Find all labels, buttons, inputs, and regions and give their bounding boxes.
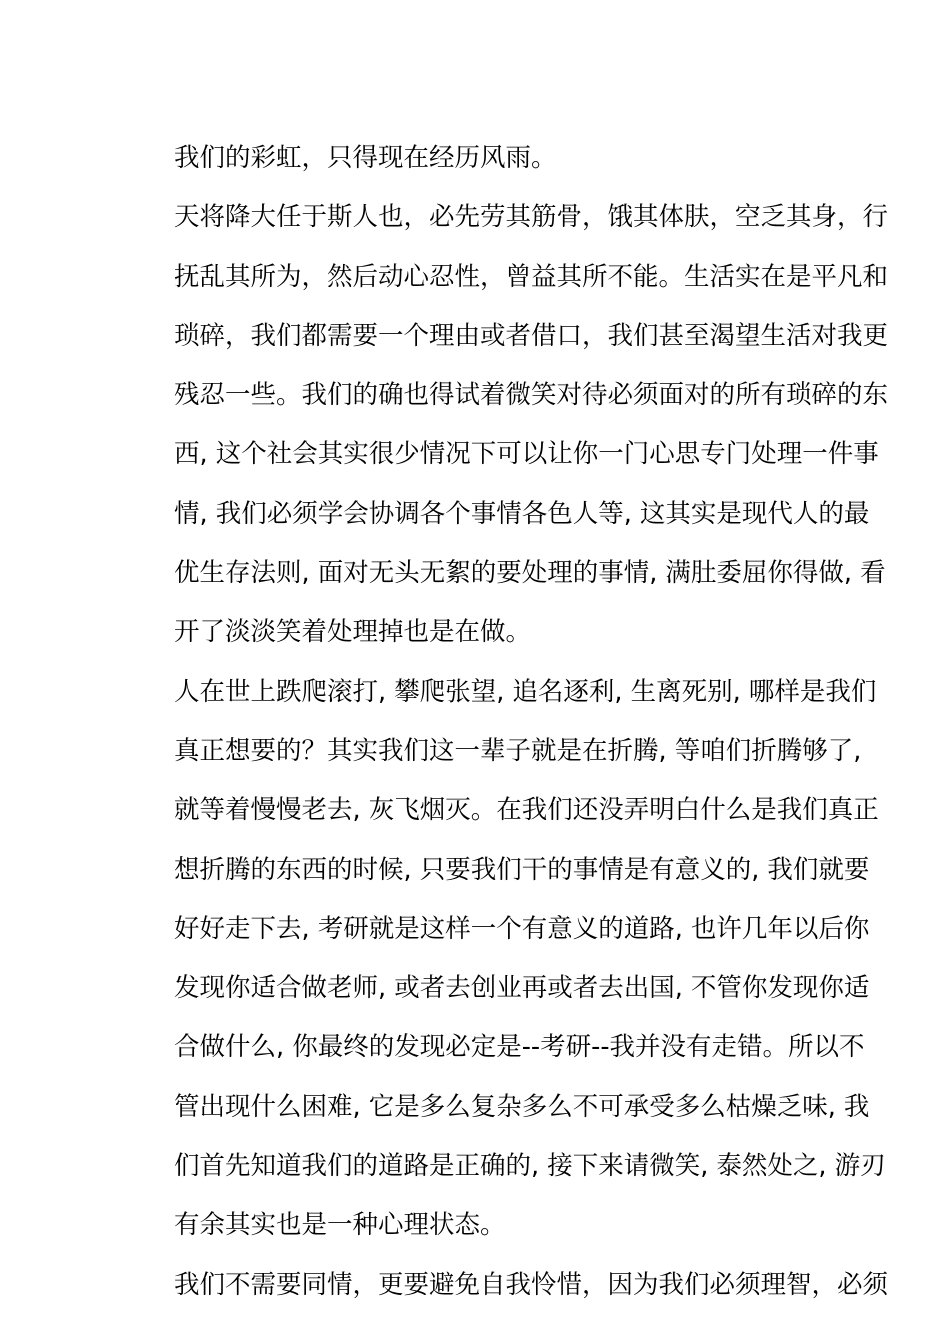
text-line: 抚乱其所为，然后动心忍性，曾益其所不能。生活实在是平凡和 — [174, 261, 889, 292]
text-line: 们首先知道我们的道路是正确的, 接下来请微笑, 泰然处之, 游刃 — [174, 1151, 886, 1182]
text-line: 真正想要的？其实我们这一辈子就是在折腾, 等咱们折腾够了, — [174, 735, 862, 766]
text-line: 琐碎，我们都需要一个理由或者借口，我们甚至渴望生活对我更 — [174, 320, 889, 351]
text-line: 发现你适合做老师, 或者去创业再或者去出国, 不管你发现你适 — [174, 973, 870, 1004]
text-line: 想折腾的东西的时候, 只要我们干的事情是有意义的, 我们就要 — [174, 854, 870, 885]
text-line: 有余其实也是一种心理状态。 — [174, 1210, 506, 1241]
text-line: 人在世上跌爬滚打, 攀爬张望, 追名逐利, 生离死别, 哪样是我们 — [174, 676, 877, 707]
text-line: 天将降大任于斯人也，必先劳其筋骨，饿其体肤，空乏其身，行 — [174, 202, 889, 233]
text-line: 我们不需要同情，更要避免自我怜惜，因为我们必须理智，必须 — [174, 1269, 889, 1300]
text-line: 合做什么, 你最终的发现必定是--考研--我并没有走错。所以不 — [174, 1032, 865, 1063]
text-line: 残忍一些。我们的确也得试着微笑对待必须面对的所有琐碎的东 — [174, 380, 889, 411]
text-line: 西, 这个社会其实很少情况下可以让你一门心思专门处理一件事 — [174, 439, 879, 470]
text-line: 就等着慢慢老去, 灰飞烟灭。在我们还没弄明白什么是我们真正 — [174, 795, 879, 826]
text-line: 我们的彩虹，只得现在经历风雨。 — [174, 143, 557, 173]
text-line: 优生存法则, 面对无头无絮的要处理的事情, 满肚委屈你得做, 看 — [174, 558, 886, 589]
text-line: 管出现什么困难, 它是多么复杂多么不可承受多么枯燥乏味, 我 — [174, 1091, 870, 1122]
text-line: 情, 我们必须学会协调各个事情各色人等, 这其实是现代人的最 — [174, 498, 870, 529]
text-line: 开了淡淡笑着处理掉也是在做。 — [174, 617, 532, 648]
text-line: 好好走下去, 考研就是这样一个有意义的道路, 也许几年以后你 — [174, 913, 870, 944]
body-text — [174, 129, 950, 1315]
